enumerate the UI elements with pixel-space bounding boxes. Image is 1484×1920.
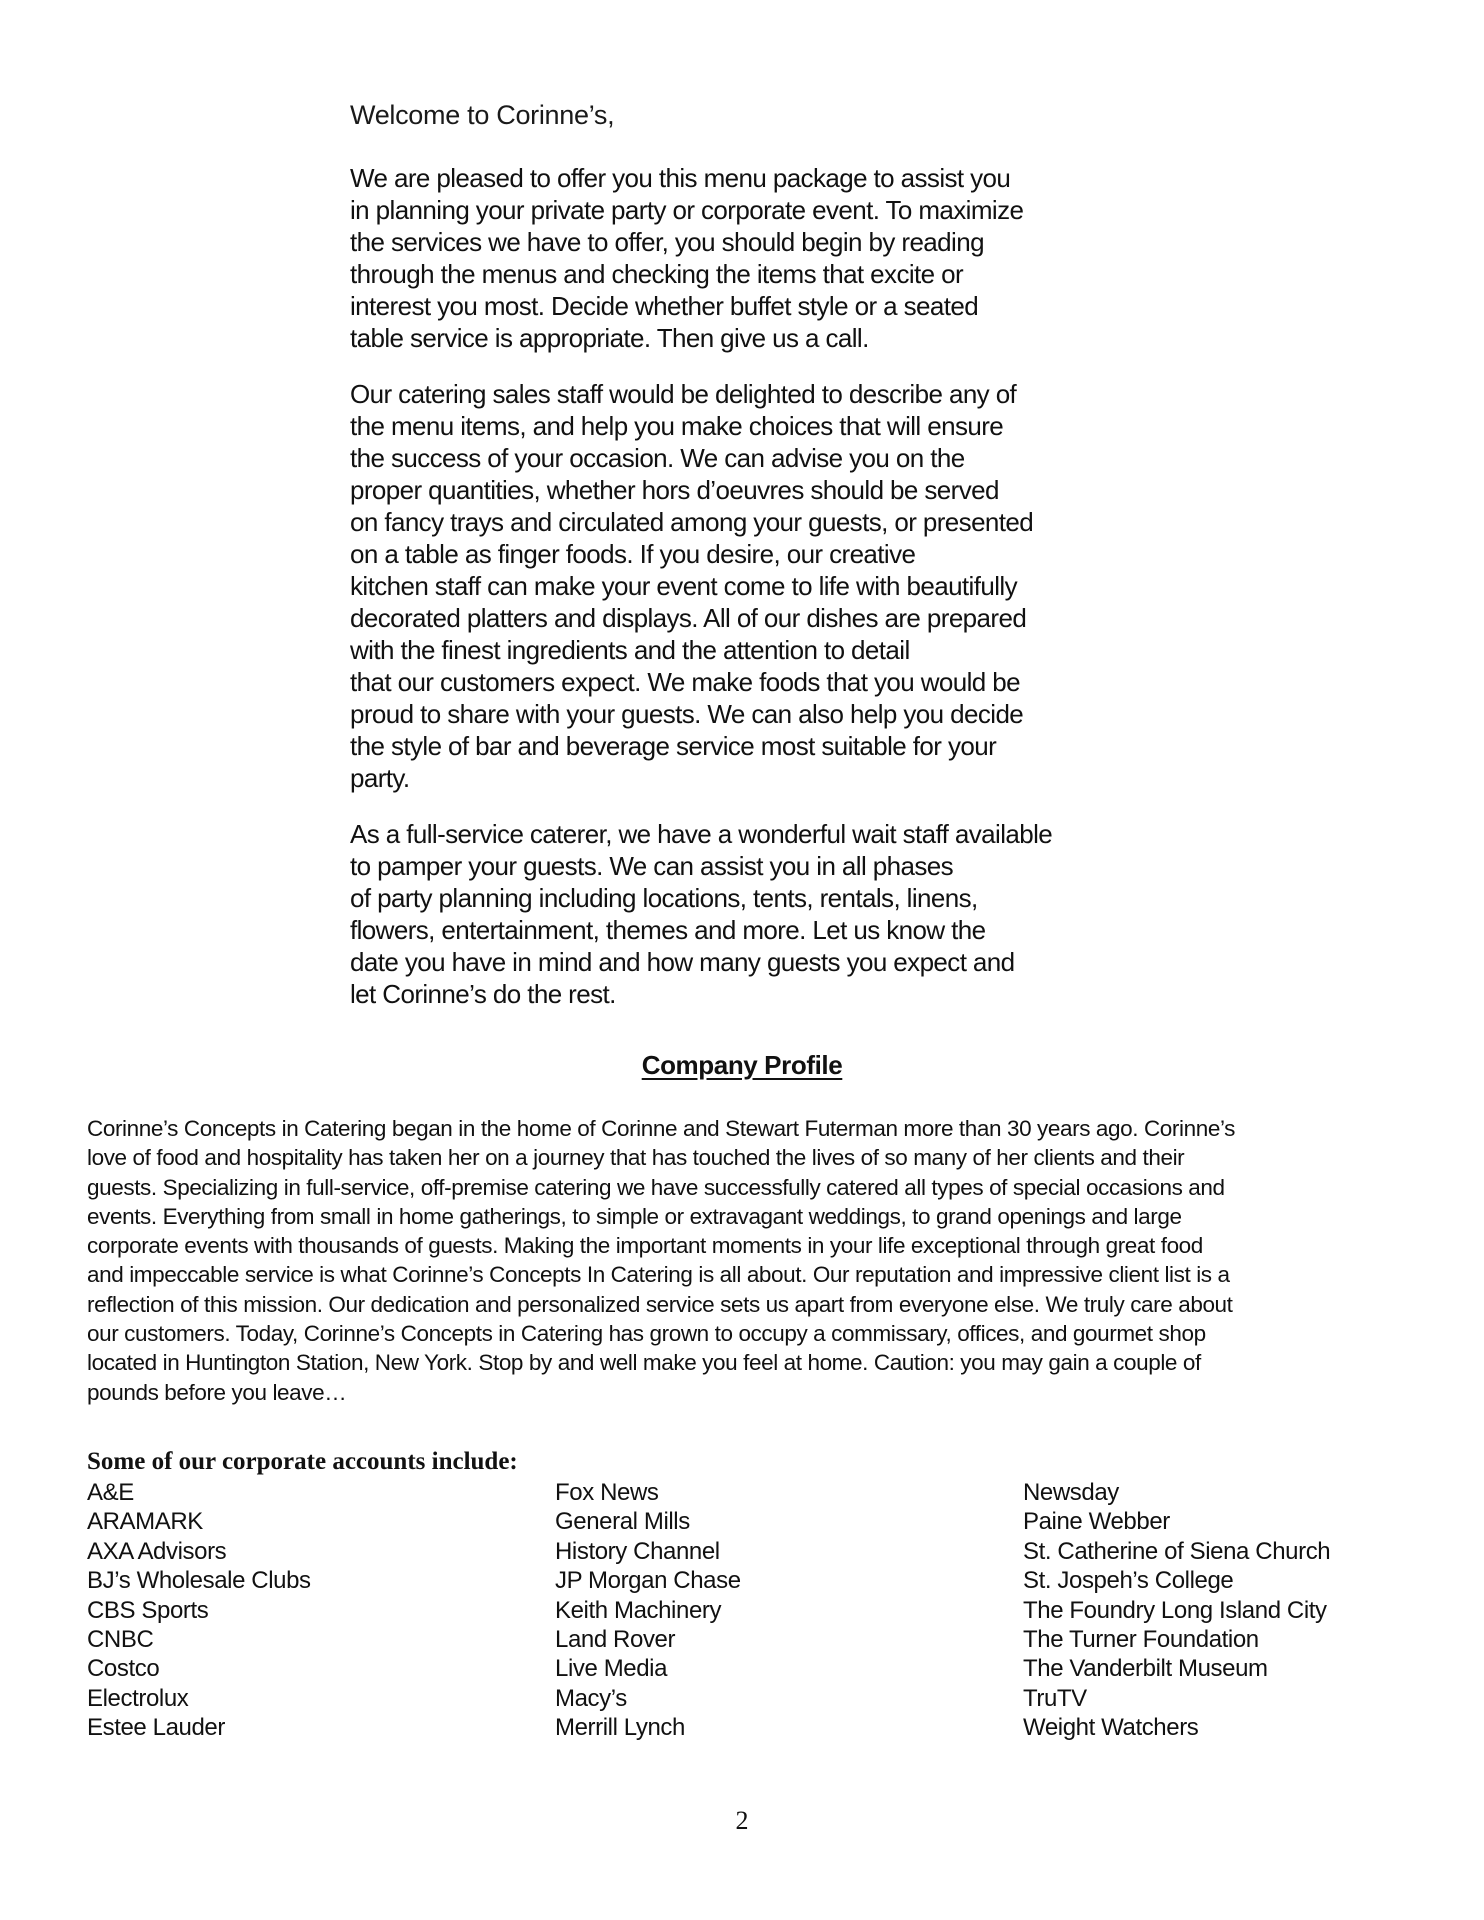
account-item: Keith Machinery bbox=[555, 1596, 722, 1624]
text-line: on a table as finger foods. If you desire, our creative bbox=[350, 539, 916, 569]
text-line: and impeccable service is what Corinne’s Concepts In Catering is all about. Our reputation and impressive client list is a bbox=[87, 1262, 1230, 1288]
text-line: proper quantities, whether hors d’oeuvres should be served bbox=[350, 475, 999, 505]
page-number: 2 bbox=[735, 1806, 749, 1835]
account-item: AXA Advisors bbox=[87, 1537, 227, 1565]
company-profile-heading: Company Profile bbox=[641, 1050, 843, 1080]
account-item: A&E bbox=[87, 1479, 134, 1506]
text-line: the menu items, and help you make choices that will ensure bbox=[350, 411, 1004, 441]
corporate-accounts-heading: Some of our corporate accounts include: bbox=[87, 1448, 518, 1475]
text-line: table service is appropriate. Then give us a call. bbox=[350, 323, 869, 353]
text-line: our customers. Today, Corinne’s Concepts in Catering has grown to occupy a commissary, offices, and gourmet shop bbox=[87, 1321, 1206, 1347]
text-line: interest you most. Decide whether buffet style or a seated bbox=[350, 291, 979, 321]
account-item: JP Morgan Chase bbox=[555, 1567, 741, 1595]
intro-paragraph-2 bbox=[350, 378, 1140, 794]
text-line: We are pleased to offer you this menu package to assist you bbox=[350, 163, 1011, 193]
account-item: The Vanderbilt Museum bbox=[1023, 1655, 1268, 1683]
text-line: in planning your private party or corporate event. To maximize bbox=[350, 195, 1024, 225]
account-item: CNBC bbox=[87, 1626, 154, 1654]
account-item: St. Catherine of Siena Church bbox=[1023, 1537, 1331, 1565]
account-item: Merrill Lynch bbox=[555, 1714, 685, 1742]
account-item: History Channel bbox=[555, 1537, 720, 1565]
account-item: TruTV bbox=[1023, 1684, 1087, 1712]
account-item: Macy’s bbox=[555, 1684, 627, 1712]
account-item: Weight Watchers bbox=[1023, 1714, 1199, 1742]
account-item: General Mills bbox=[555, 1508, 690, 1536]
welcome-heading: Welcome to Corinne’s, bbox=[350, 100, 615, 130]
text-line: reflection of this mission. Our dedication and personalized service sets us apart from everyone else. We truly care about bbox=[87, 1291, 1233, 1317]
text-line: the services we have to offer, you should begin by reading bbox=[350, 227, 984, 257]
intro-paragraph-1 bbox=[350, 162, 1140, 354]
text-line: party. bbox=[350, 763, 410, 793]
account-item: St. Jospeh’s College bbox=[1023, 1567, 1234, 1595]
account-item: The Foundry Long Island City bbox=[1023, 1596, 1327, 1624]
account-item: Live Media bbox=[555, 1655, 668, 1683]
account-item: Fox News bbox=[555, 1479, 659, 1506]
account-item: Newsday bbox=[1023, 1479, 1119, 1506]
text-line: the success of your occasion. We can advise you on the bbox=[350, 443, 965, 473]
text-line: date you have in mind and how many guests you expect and bbox=[350, 947, 1015, 977]
account-item: Paine Webber bbox=[1023, 1508, 1170, 1536]
accounts-column-2 bbox=[555, 1478, 741, 1743]
text-line: Corinne’s Concepts in Catering began in the home of Corinne and Stewart Futerman more than 30 years ago. Corinne’s bbox=[87, 1116, 1235, 1141]
text-line: As a full-service caterer, we have a wonderful wait staff available bbox=[350, 819, 1053, 849]
account-item: ARAMARK bbox=[87, 1508, 203, 1536]
accounts-column-1 bbox=[87, 1478, 311, 1743]
account-item: BJ’s Wholesale Clubs bbox=[87, 1567, 311, 1595]
account-item: Land Rover bbox=[555, 1626, 676, 1654]
text-line: events. Everything from small in home gatherings, to simple or extravagant weddings, to grand openings and large bbox=[87, 1203, 1182, 1229]
text-line: Our catering sales staff would be delighted to describe any of bbox=[350, 379, 1017, 409]
text-line: flowers, entertainment, themes and more. Let us know the bbox=[350, 915, 986, 945]
text-line: corporate events with thousands of guests. Making the important moments in your life exceptional through great food bbox=[87, 1233, 1203, 1259]
account-item: Costco bbox=[87, 1655, 160, 1683]
account-item: Estee Lauder bbox=[87, 1714, 225, 1742]
intro-paragraph-3 bbox=[350, 818, 1140, 1010]
text-line: proud to share with your guests. We can also help you decide bbox=[350, 699, 1024, 729]
text-line: love of food and hospitality has taken her on a journey that has touched the lives of so many of her clients and their bbox=[87, 1145, 1185, 1171]
text-line: kitchen staff can make your event come to life with beautifully bbox=[350, 571, 1017, 601]
text-line: located in Huntington Station, New York. Stop by and well make you feel at home. Caution: you may gain a couple of bbox=[87, 1350, 1201, 1376]
text-line: through the menus and checking the items that excite or bbox=[350, 259, 964, 289]
text-line: of party planning including locations, tents, rentals, linens, bbox=[350, 883, 978, 913]
account-item: CBS Sports bbox=[87, 1596, 209, 1624]
account-item: The Turner Foundation bbox=[1023, 1626, 1259, 1654]
text-line: with the finest ingredients and the attention to detail bbox=[350, 635, 910, 665]
company-profile-text bbox=[87, 1114, 1407, 1407]
accounts-column-3 bbox=[1023, 1478, 1330, 1743]
text-line: the style of bar and beverage service most suitable for your bbox=[350, 731, 997, 761]
text-line: that our customers expect. We make foods that you would be bbox=[350, 667, 1020, 697]
text-line: let Corinne’s do the rest. bbox=[350, 979, 616, 1009]
intro-section bbox=[350, 162, 1140, 1034]
text-line: decorated platters and displays. All of our dishes are prepared bbox=[350, 603, 1027, 633]
account-item: Electrolux bbox=[87, 1684, 189, 1712]
text-line: to pamper your guests. We can assist you in all phases bbox=[350, 851, 954, 881]
text-line: pounds before you leave… bbox=[87, 1379, 347, 1405]
text-line: on fancy trays and circulated among your guests, or presented bbox=[350, 507, 1034, 537]
text-line: guests. Specializing in full-service, off-premise catering we have successfully catered all types of special occasions and bbox=[87, 1174, 1225, 1200]
